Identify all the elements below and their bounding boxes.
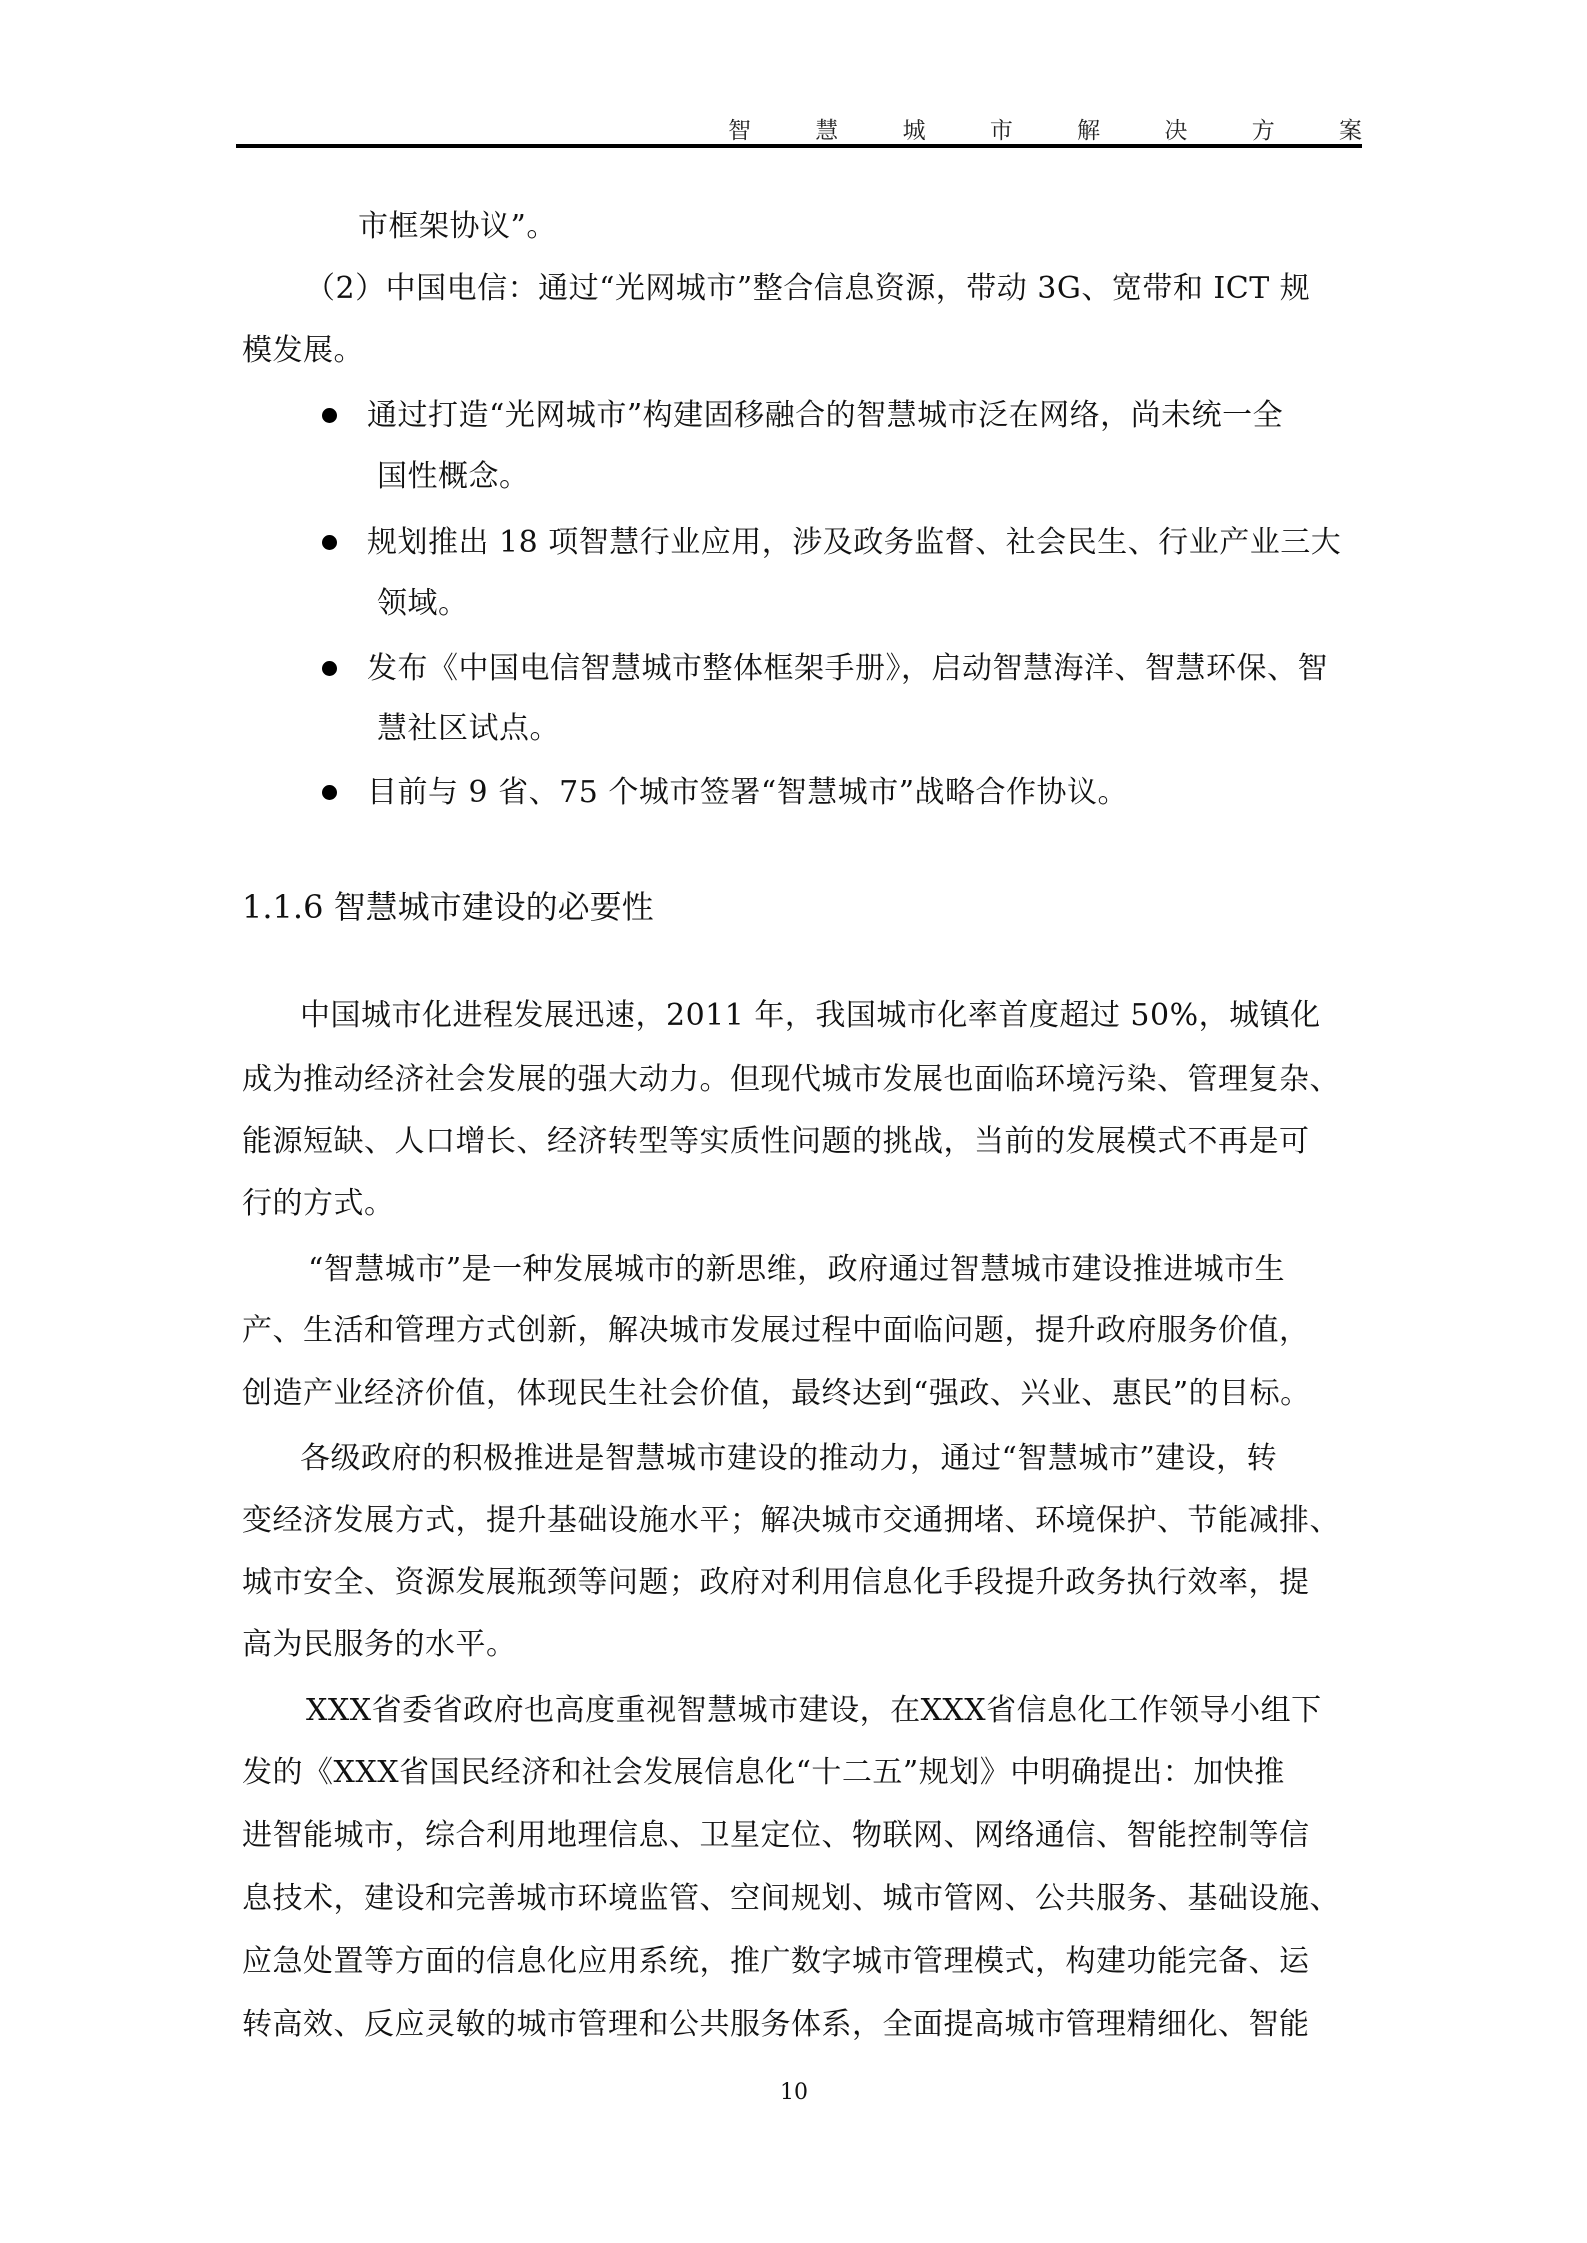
text-line: 创造产业经济价值，体现民生社会价值，最终达到“强政、兴业、惠民”的目标。	[242, 1376, 1311, 1411]
bullet-text: 通过打造“光网城市”构建固移融合的智慧城市泛在网络，尚未统一全	[367, 398, 1284, 433]
bullet-icon	[322, 408, 337, 423]
bullet-icon	[322, 535, 337, 550]
text-line: 应急处置等方面的信息化应用系统，推广数字城市管理模式，构建功能完备、运	[242, 1944, 1310, 1979]
header-char: 解	[1077, 118, 1101, 144]
text-line: 中国城市化进程发展迅速，2011 年，我国城市化率首度超过 50%，城镇化	[300, 998, 1321, 1033]
header-char: 市	[989, 118, 1013, 144]
bullet-text: 领域。	[377, 586, 469, 621]
text-line: 行的方式。	[242, 1186, 395, 1221]
bullet-icon	[322, 661, 337, 676]
running-header	[728, 112, 1362, 145]
section-heading: 1.1.6 智慧城市建设的必要性	[242, 888, 654, 926]
bullet-text: 目前与 9 省、75 个城市签署“智慧城市”战略合作协议。	[367, 775, 1129, 810]
text-line: 发的《XXX省国民经济和社会发展信息化“十二五”规划》中明确提出：加快推	[242, 1755, 1285, 1790]
text-line: 产、生活和管理方式创新，解决城市发展过程中面临问题，提升政府服务价值，	[242, 1313, 1310, 1348]
header-char: 决	[1164, 118, 1188, 144]
text-line: 城市安全、资源发展瓶颈等问题；政府对利用信息化手段提升政务执行效率，提	[242, 1565, 1310, 1600]
text-line: 息技术，建设和完善城市环境监管、空间规划、城市管网、公共服务、基础设施、	[242, 1881, 1340, 1916]
bullet-text: 规划推出 18 项智慧行业应用，涉及政务监督、社会民生、行业产业三大	[367, 525, 1342, 560]
bullet-text: 国性概念。	[377, 459, 530, 494]
text-line: 模发展。	[242, 333, 364, 368]
text-line: 转高效、反应灵敏的城市管理和公共服务体系，全面提高城市管理精细化、智能	[242, 2007, 1310, 2042]
page-number: 10	[780, 2080, 808, 2105]
text-line: 能源短缺、人口增长、经济转型等实质性问题的挑战，当前的发展模式不再是可	[242, 1124, 1310, 1159]
text-line: XXX省委省政府也高度重视智慧城市建设，在XXX省信息化工作领导小组下	[306, 1693, 1322, 1728]
header-char: 慧	[815, 118, 839, 144]
text-line: 变经济发展方式，提升基础设施水平；解决城市交通拥堵、环境保护、节能减排、	[242, 1503, 1340, 1538]
header-char: 案	[1338, 118, 1362, 144]
header-rule	[236, 144, 1362, 148]
bullet-icon	[322, 785, 337, 800]
bullet-text: 慧社区试点。	[377, 711, 560, 746]
header-char: 方	[1251, 118, 1275, 144]
header-char: 城	[902, 118, 926, 144]
text-line: 成为推动经济社会发展的强大动力。但现代城市发展也面临环境污染、管理复杂、	[242, 1062, 1340, 1097]
header-char: 智	[728, 118, 751, 144]
text-line: 各级政府的积极推进是智慧城市建设的推动力，通过“智慧城市”建设，转	[300, 1441, 1278, 1476]
text-line: 高为民服务的水平。	[242, 1627, 517, 1662]
bullet-text: 发布《中国电信智慧城市整体框架手册》，启动智慧海洋、智慧环保、智	[367, 651, 1328, 686]
text-line: “智慧城市”是一种发展城市的新思维，政府通过智慧城市建设推进城市生	[308, 1252, 1286, 1287]
text-line: 进智能城市，综合利用地理信息、卫星定位、物联网、网络通信、智能控制等信	[242, 1818, 1310, 1853]
text-line: 市框架协议”。	[358, 209, 557, 244]
text-line: （2）中国电信：通过“光网城市”整合信息资源，带动 3G、宽带和 ICT 规	[305, 271, 1311, 306]
